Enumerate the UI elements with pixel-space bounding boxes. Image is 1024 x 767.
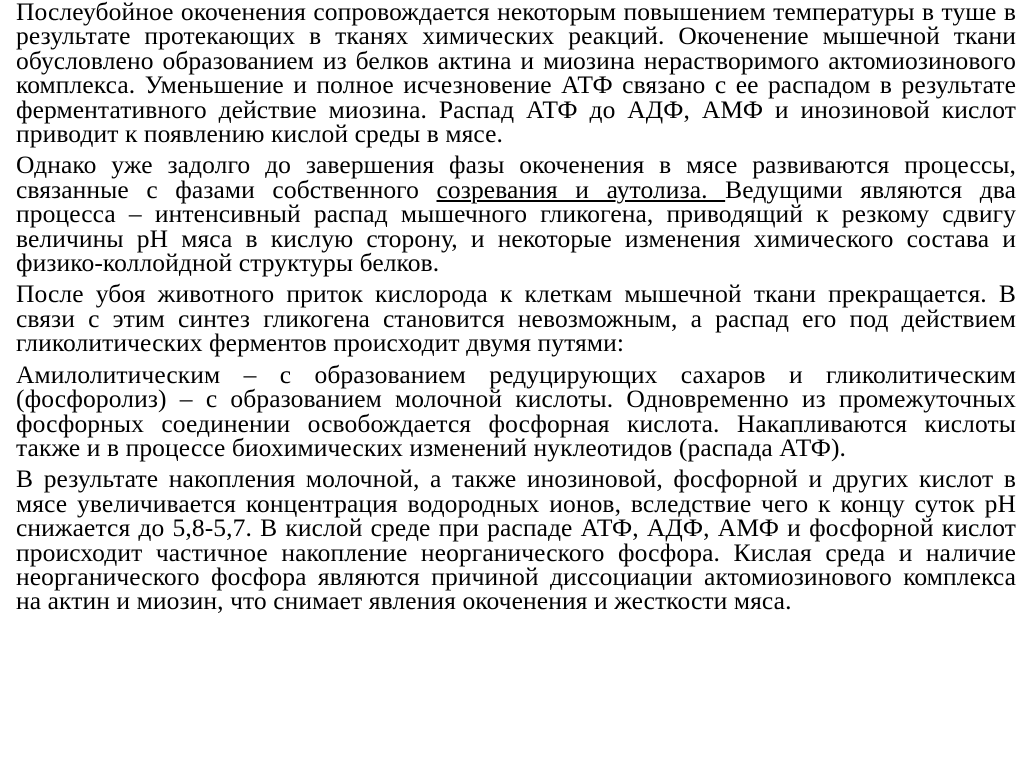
- underlined-term-link[interactable]: созревания и аутолиза.: [436, 174, 726, 204]
- paragraph-2-text-after: Ведущими являются два процесса – интенсивный распад мышечного гликогена, приводящий к резкому сдвигу величины рН мяса в кислую сторону, и некоторые изменения химического состава и физико-коллойдной структуры белков.: [16, 174, 1016, 278]
- paragraph-amylolytic: [16, 359, 1016, 462]
- paragraph-4-text: Амилолитическим – с образованием редуцирующих сахаров и гликолитическим (фосфоролиз) – с образованием молочной кислоты. Одновременно из промежуточных фосфорных соединении освобождается фосфорная кислота. Накапливаются кислоты также и в процессе биохимических изменений нуклеотидов (распада АТФ).: [16, 359, 1016, 462]
- paragraph-3-text: После убоя животного приток кислорода к клеткам мышечной ткани прекращается. В связи с этим синтез гликогена становится невозможным, а распад его под действием гликолитических ферментов происходит двумя путями:: [16, 279, 1016, 358]
- paragraph-1-text: Послеубойное окоченения сопровождается некоторым повышением температуры в туше в результате протекающих в тканях химических реакций. Окоченение мышечной ткани обусловлено образованием из белков актина и миозина нерастворимого актомиозинового комплекса. Уменьшение и полное исчезновение АТФ связано с ее распадом в результате ферментативного действие миозина. Распад АТФ до АДФ, АМФ и инозиновой кислот приводит к появлению кислой среды в мясе.: [16, 0, 1016, 149]
- document-page: [16, 0, 1016, 767]
- paragraph-maturation: [16, 150, 1016, 278]
- paragraph-rigor-mortis: [16, 0, 1016, 149]
- paragraph-2-text-before: Однако уже задолго до завершения фазы окоченения в мясе развиваются процессы, связанные с фазами собственного: [16, 150, 1016, 204]
- paragraph-5-text: В результате накопления молочной, а также инозиновой, фосфорной и других кислот в мясе увеличивается концентрация водородных ионов, вследствие чего к концу суток рН снижается до 5,8-5,7. В кислой среде при распаде АТФ, АДФ, АМФ и фосфорной кислот происходит частичное накопление неорганического фосфора. Кислая среда и наличие неорганического фосфора являются причиной диссоциации актомиозинового комплекса на актин и миозин, что снимает явления окоченения и жесткости мяса.: [16, 464, 1016, 616]
- paragraph-glycogen: [16, 279, 1016, 358]
- paragraph-acid-accumulation: [16, 464, 1016, 616]
